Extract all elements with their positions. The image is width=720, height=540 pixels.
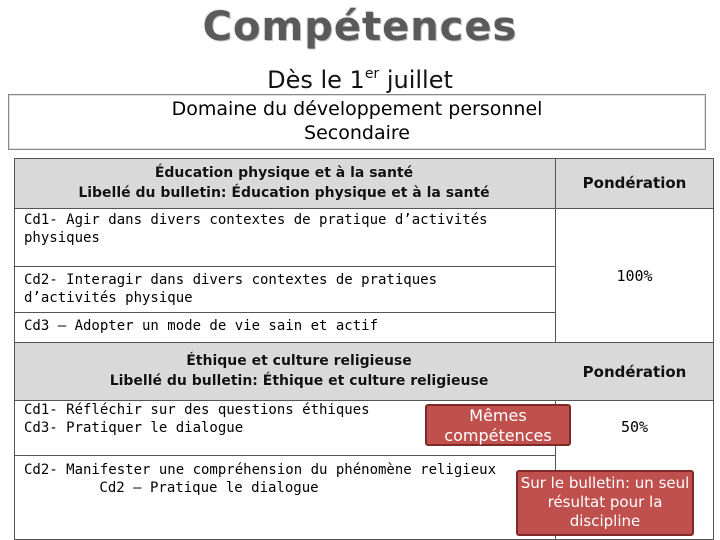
ecr-row2-dialogue: Cd2 – Pratique le dialogue — [99, 480, 319, 496]
callout-bulletin-note: Sur le bulletin: un seul résultat pour la discipline — [516, 470, 694, 536]
ecr-row2-cd2: Cd2- Manifester une compréhension du phénomène religieux — [24, 462, 497, 478]
ecr-row1 — [24, 401, 424, 437]
eps-header — [14, 163, 554, 203]
ecr-weight: 50% — [620, 418, 649, 436]
table-border-top — [14, 158, 714, 159]
subtitle-suffix: juillet — [386, 66, 453, 94]
domain-line1: Domaine du développement personnel — [171, 98, 543, 120]
ecr-header-libelle: Libellé du bulletin: Éthique et culture religieuse — [109, 373, 489, 389]
domain-line2: Secondaire — [304, 122, 410, 144]
eps-header-bottom — [14, 208, 714, 209]
eps-row1-bottom — [14, 266, 556, 267]
ecr-row1-cd3: Cd3- Pratiquer le dialogue — [24, 420, 244, 436]
page-subtitle — [0, 66, 720, 94]
ecr-ponderation-label: Pondération — [582, 363, 687, 381]
table-border-right — [713, 158, 714, 540]
ecr-row1-cd1: Cd1- Réfléchir sur des questions éthiques — [24, 402, 370, 418]
eps-row-cd2: Cd2- Interagir dans divers contextes de pratiques d’activités physique — [24, 272, 438, 306]
subtitle-sup: er — [364, 66, 380, 82]
eps-header-libelle: Libellé du bulletin: Éducation physique et à la santé — [78, 185, 490, 201]
callout-memes-competences: Mêmes compétences — [425, 404, 571, 446]
eps-row-cd1: Cd1- Agir dans divers contextes de pratique d’activités physiques — [24, 212, 488, 246]
eps-header-title: Éducation physique et à la santé — [154, 165, 414, 181]
ecr-header — [14, 351, 584, 391]
ecr-header-title: Éthique et culture religieuse — [186, 353, 412, 369]
ecr-row1-bottom — [14, 455, 556, 456]
eps-row2-bottom — [14, 312, 556, 313]
ecr-row2 — [24, 461, 524, 497]
eps-ponderation-label: Pondération — [582, 174, 687, 192]
domain-box — [8, 94, 706, 150]
subtitle-prefix: Dès le 1 — [267, 66, 365, 94]
eps-row-cd3: Cd3 – Adopter un mode de vie sain et actif — [24, 318, 379, 334]
page-title: Compétences — [202, 4, 518, 50]
eps-weight: 100% — [616, 267, 653, 285]
